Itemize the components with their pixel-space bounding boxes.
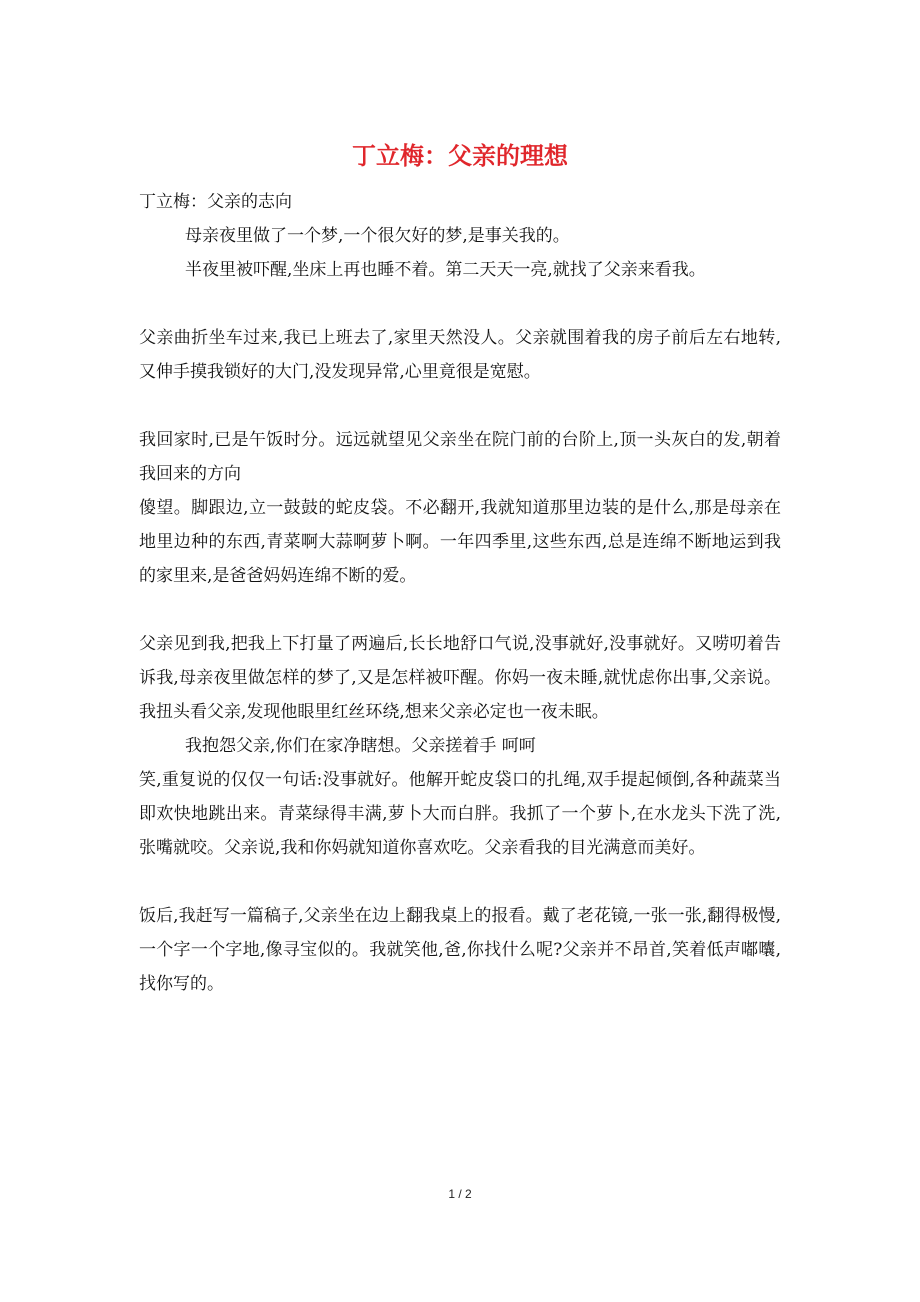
paragraph: 笑,重复说的仅仅一句话:没事就好。他解开蛇皮袋口的扎绳,双手提起倾倒,各种蔬菜当即欢快地跳出来。青菜绿得丰满,萝卜大而白胖。我抓了一个萝卜,在水龙头下洗了洗,张嘴就咬。父亲说,我和你妈就知道你喜欢吃。父亲看我的目光满意而美好。 bbox=[139, 770, 781, 858]
paragraph-subtitle: 丁立梅：父亲的志向 bbox=[139, 192, 292, 212]
paragraph: 饭后,我赶写一篇稿子,父亲坐在边上翻我桌上的报看。戴了老花镜,一张一张,翻得极慢,一个字一个字地,像寻宝似的。我就笑他,爸,你找什么呢?父亲并不昂首,笑着低声嘟囔,找你写的。 bbox=[139, 906, 781, 994]
paragraph: 我抱怨父亲,你们在家净瞎想。父亲搓着手 呵呵 bbox=[185, 736, 536, 756]
paragraph: 我回家时,已是午饭时分。远远就望见父亲坐在院门前的台阶上,顶一头灰白的发,朝着我回来的方向 bbox=[139, 430, 781, 484]
paragraph: 母亲夜里做了一个梦,一个很欠好的梦,是事关我的。 bbox=[185, 226, 570, 246]
paragraph: 傻望。脚跟边,立一鼓鼓的蛇皮袋。不必翻开,我就知道那里边装的是什么,那是母亲在地里边种的东西,青菜啊大蒜啊萝卜啊。一年四季里,这些东西,总是连绵不断地运到我的家里来,是爸爸妈妈连绵不断的爱。 bbox=[139, 498, 781, 586]
paragraph: 父亲见到我,把我上下打量了两遍后,长长地舒口气说,没事就好,没事就好。又唠叨着告诉我,母亲夜里做怎样的梦了,又是怎样被吓醒。你妈一夜未睡,就忧虑你出事,父亲说。我扭头看父亲,发现他眼里红丝环绕,想来父亲必定也一夜未眠。 bbox=[139, 634, 781, 722]
paragraph: 半夜里被吓醒,坐床上再也睡不着。第二天天一亮,就找了父亲来看我。 bbox=[185, 260, 706, 280]
page-number: 1 / 2 bbox=[448, 1187, 472, 1201]
paragraph: 父亲曲折坐车过来,我已上班去了,家里天然没人。父亲就围着我的房子前后左右地转,又伸手摸我锁好的大门,没发现异常,心里竟很是宽慰。 bbox=[139, 328, 781, 382]
document-body bbox=[139, 185, 781, 1001]
document-title: 丁立梅：父亲的理想 bbox=[352, 141, 568, 170]
